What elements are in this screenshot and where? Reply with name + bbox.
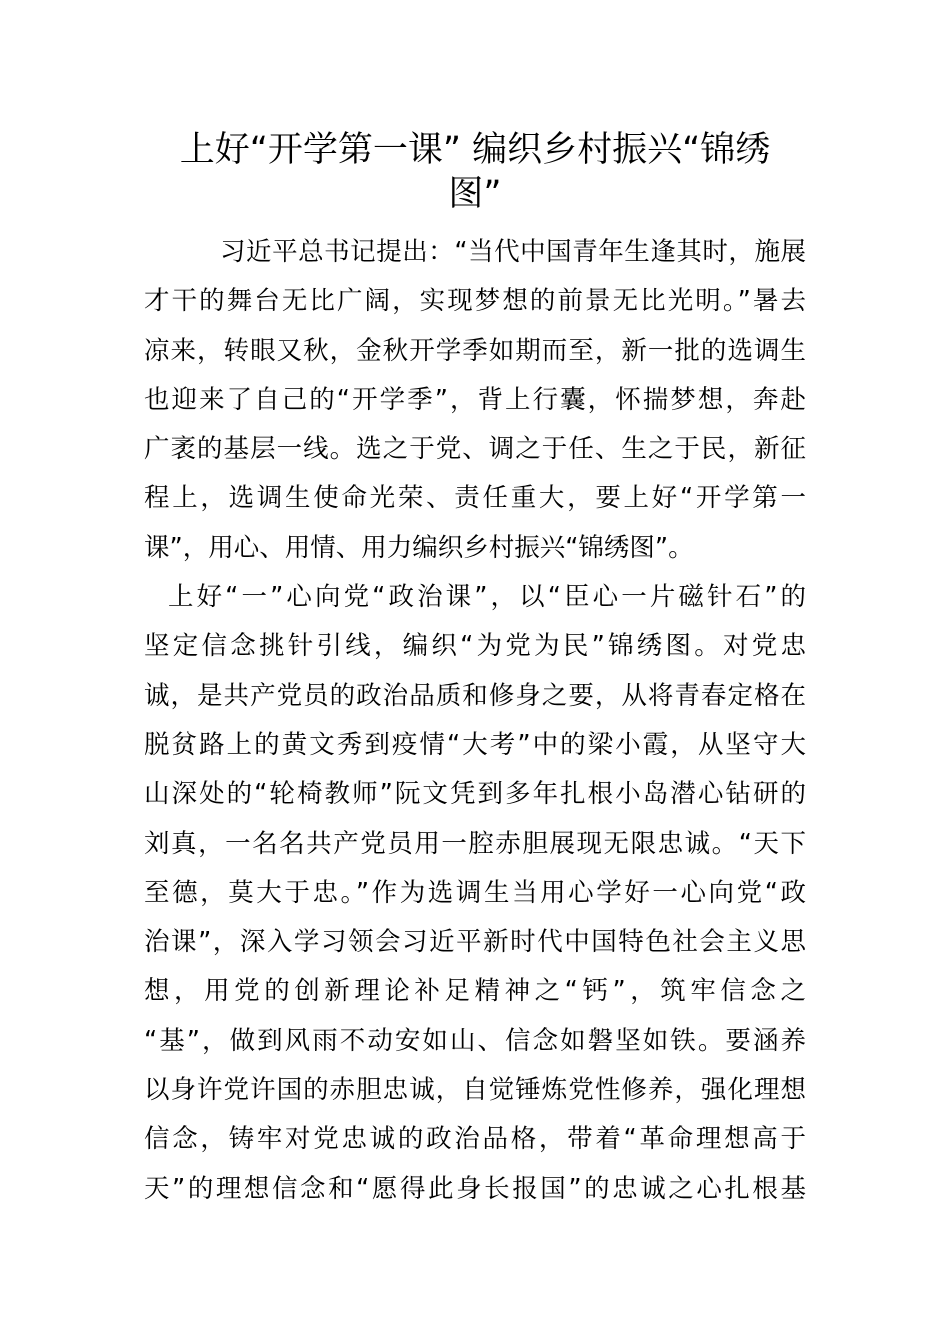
text-line: 至德，莫大于忠。”作为选调生当用心学好一心向党“政 [144,877,806,908]
text-line: 课”，用心、用情、用力编织乡村振兴“锦绣图”。 [144,532,694,563]
text-line: 天”的理想信念和“愿得此身长报国”的忠诚之心扎根基 [144,1173,806,1204]
text-line: 习近平总书记提出：“当代中国青年生逢其时，施展 [220,237,806,267]
text-line: 想，用党的创新理论补足精神之“钙”，筑牢信念之 [144,976,806,1007]
text-line: 凉来，转眼又秋，金秋开学季如期而至，新一批的选调生 [144,335,806,366]
text-line: 山深处的“轮椅教师”阮文凭到多年扎根小岛潜心钻研的 [144,779,806,810]
text-line: 坚定信念挑针引线，编织“为党为民”锦绣图。对党忠 [144,631,806,662]
text-line: 刘真，一名名共产党员用一腔赤胆展现无限忠诚。“天下 [144,828,806,859]
text-line: 脱贫路上的黄文秀到疫情“大考”中的梁小霞，从坚守大 [144,729,806,760]
text-line: 治课”，深入学习领会习近平新时代中国特色社会主义思 [144,927,806,958]
text-line: 上好“一”心向党“政治课”，以“臣心一片磁针石”的 [168,582,806,613]
text-line: 广袤的基层一线。选之于党、调之于任、生之于民，新征 [144,434,806,465]
text-line: “基”，做到风雨不动安如山、信念如磐坚如铁。要涵养 [144,1025,806,1056]
text-line: 信念，铸牢对党忠诚的政治品格，带着“革命理想高于 [144,1124,806,1155]
text-line: 诚，是共产党员的政治品质和修身之要，从将青春定格在 [144,680,806,711]
text-line: 程上，选调生使命光荣、责任重大，要上好“开学第一 [144,483,806,514]
text-line: 也迎来了自己的“开学季”，背上行囊，怀揣梦想，奔赴 [144,384,806,415]
title-line-1: 上好“开学第一课” 编织乡村振兴“锦绣 [179,130,771,170]
title-line-2: 图” [448,174,502,214]
document-body [144,228,806,1214]
document-title [140,128,810,216]
text-line: 才干的舞台无比广阔，实现梦想的前景无比光明。”暑去 [144,286,806,317]
text-line: 以身许党许国的赤胆忠诚，自觉锤炼党性修养，强化理想 [144,1075,806,1106]
